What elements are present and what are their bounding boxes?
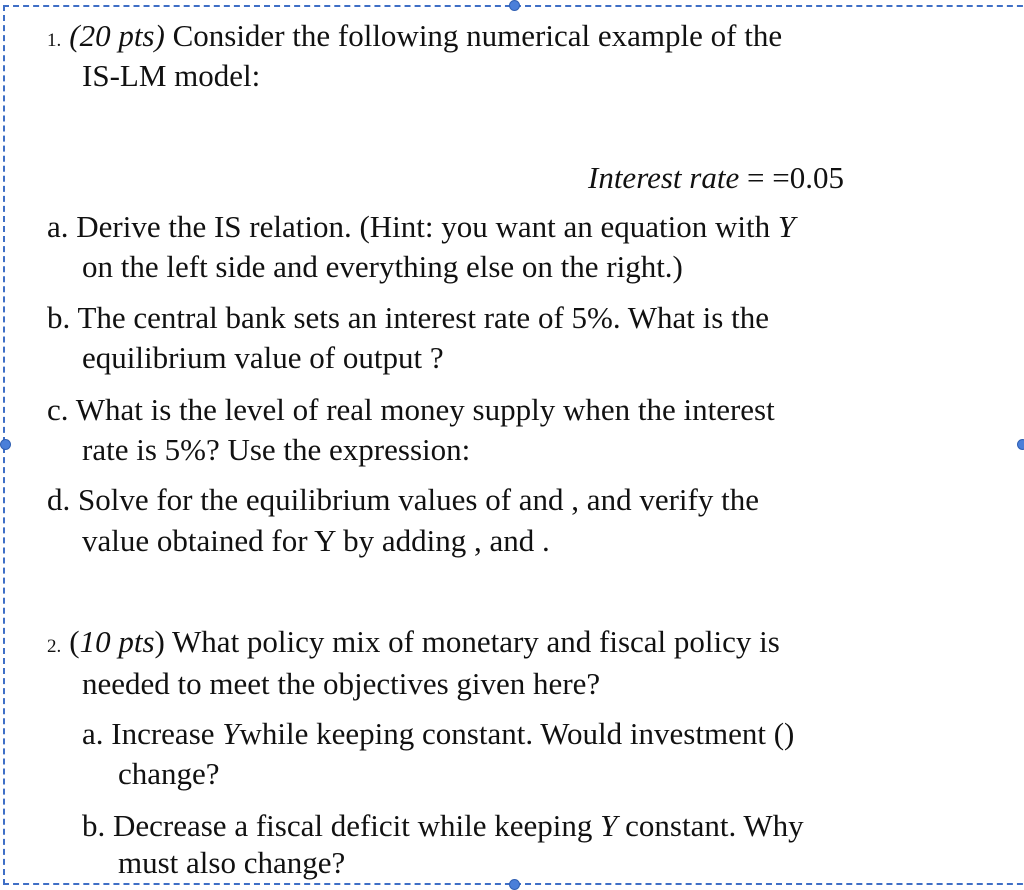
q1-intro-text: Consider the following numerical example of the <box>172 18 783 53</box>
q1-part-c-line-2: rate is 5%? Use the expression: <box>82 432 471 467</box>
q1-heading-line-2: IS-LM model: <box>82 58 261 93</box>
q1-part-d-text: Solve for the equilibrium values of and , and verify the <box>78 482 759 517</box>
q1-equation <box>588 160 844 196</box>
q2-points-open: ( <box>69 624 80 659</box>
q2-part-b-text-1: Decrease a fiscal deficit while keeping <box>113 808 593 843</box>
q1-equation-label: Interest rate <box>588 160 740 195</box>
q2-part-b-line-2: must also change? <box>118 845 346 880</box>
q1-part-c-line-1 <box>47 392 775 428</box>
resize-handle-top[interactable] <box>509 0 520 11</box>
q2-part-b-line-1 <box>82 808 804 844</box>
q1-heading-line-1 <box>47 18 782 59</box>
q2-part-a-line-2: change? <box>118 756 220 791</box>
q1-points: (20 pts) <box>69 18 165 53</box>
q2-part-a-text-1: Increase <box>111 716 215 751</box>
q1-part-a-text: Derive the IS relation. (Hint: you want an equation with <box>76 209 771 244</box>
q1-part-b-line-2: equilibrium value of output ? <box>82 340 444 375</box>
q1-part-b-text: The central bank sets an interest rate of 5%. What is the <box>77 300 769 335</box>
q2-heading-line-2: needed to meet the objectives given here? <box>82 666 601 701</box>
q2-part-b-letter: b. <box>82 808 106 843</box>
q1-part-d-line-1 <box>47 482 759 518</box>
q1-equation-value: = =0.05 <box>746 160 844 195</box>
q1-number: 1. <box>47 30 62 51</box>
q2-points: 10 pts <box>79 624 155 659</box>
q2-points-close: ) <box>154 624 165 659</box>
q1-part-b-line-1 <box>47 300 769 336</box>
q1-part-b-letter: b. <box>47 300 71 335</box>
q1-part-d-line-2: value obtained for Y by adding , and . <box>82 523 550 558</box>
q2-number: 2. <box>47 636 62 657</box>
q1-part-a-variable: Y <box>777 209 796 244</box>
q1-part-d-letter: d. <box>47 482 71 517</box>
q2-part-a-text-2: while keeping constant. Would investment () <box>239 716 795 751</box>
resize-handle-right[interactable] <box>1017 439 1024 450</box>
q1-part-c-letter: c. <box>47 392 69 427</box>
q2-heading-line-1 <box>47 624 780 665</box>
q2-part-a-line-1 <box>82 716 794 752</box>
q1-part-c-text: What is the level of real money supply when the interest <box>75 392 775 427</box>
q2-part-b-variable: Y <box>600 808 618 843</box>
q2-part-a-variable: Y <box>222 716 240 751</box>
q2-intro-text: What policy mix of monetary and fiscal policy is <box>172 624 780 659</box>
q2-part-a-letter: a. <box>82 716 104 751</box>
resize-handle-left[interactable] <box>0 439 11 450</box>
q2-part-b-text-2: constant. Why <box>625 808 804 843</box>
q1-part-a-line-1 <box>47 209 795 245</box>
q1-part-a-letter: a. <box>47 209 69 244</box>
q1-part-a-line-2: on the left side and everything else on the right.) <box>82 249 683 284</box>
resize-handle-bottom[interactable] <box>509 879 520 890</box>
